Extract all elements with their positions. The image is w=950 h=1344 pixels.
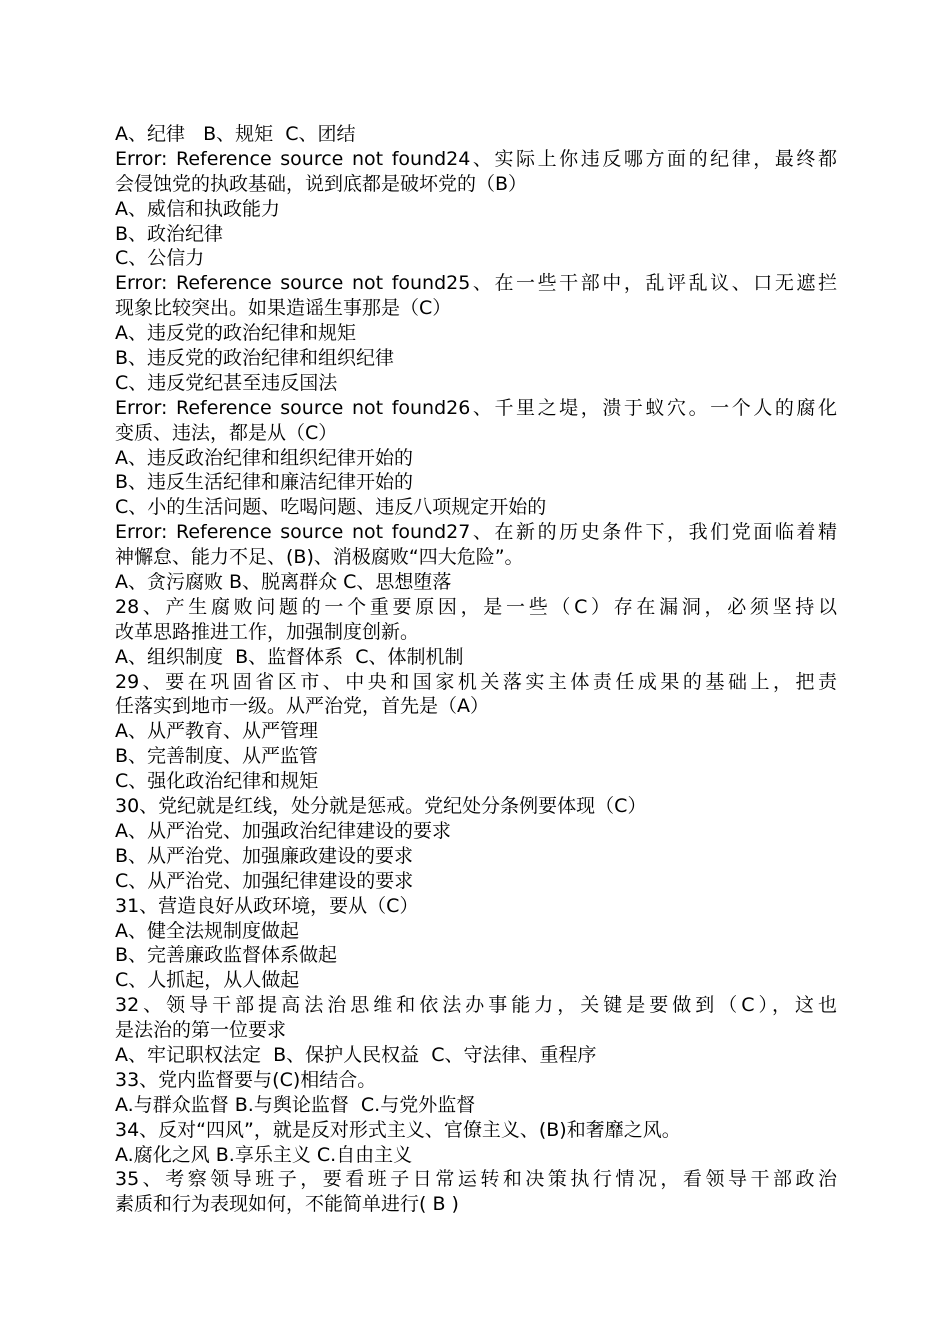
text-line: B、政治纪律: [115, 222, 224, 245]
text-line: B、完善廉政监督体系做起: [115, 944, 338, 967]
text-line: A.腐化之风 B.享乐主义 C.自由主义: [115, 1143, 413, 1166]
text-line: A、从严治党、加强政治纪律建设的要求: [115, 819, 451, 842]
text-line: A、健全法规制度做起: [115, 919, 299, 942]
text-line: B、完善制度、从严监管: [115, 745, 319, 768]
text-line: C、人抓起，从人做起: [115, 969, 300, 992]
text-line: A、从严教育、从严管理: [115, 720, 318, 743]
text-line: Error: Reference source not found27、在新的历史条件下，我们党面临着精: [115, 521, 837, 544]
text-line: B、从严治党、加强廉政建设的要求: [115, 844, 414, 867]
text-line: C、违反党纪甚至违反国法: [115, 371, 338, 394]
text-line: C、强化政治纪律和规矩: [115, 770, 319, 793]
text-line: 神懈怠、能力不足、(B)、消极腐败“四大危险”。: [115, 546, 524, 569]
text-line: 变质、违法，都是从（C）: [115, 421, 338, 444]
text-line: A、威信和执政能力: [115, 197, 280, 220]
text-line: 会侵蚀党的执政基础，说到底都是破坏党的（B）: [115, 172, 528, 195]
text-line: A、牢记职权法定 B、保护人民权益 C、守法律、重程序: [115, 1043, 597, 1066]
text-line: 35、考察领导班子，要看班子日常运转和决策执行情况，看领导干部政治: [115, 1168, 837, 1191]
text-line: Error: Reference source not found24、实际上你违反哪方面的纪律，最终都: [115, 147, 837, 170]
document-page: [115, 122, 837, 1217]
text-line: 34、反对“四风”，就是反对形式主义、官僚主义、(B)和奢靡之风。: [115, 1118, 681, 1141]
text-line: 29、要在巩固省区市、中央和国家机关落实主体责任成果的基础上，把责: [115, 670, 837, 693]
text-line: 任落实到地市一级。从严治党，首先是（A）: [115, 695, 489, 718]
text-line: A、纪律 B、规矩 C、团结: [115, 123, 356, 145]
text-line: A、违反党的政治纪律和规矩: [115, 322, 356, 345]
text-line: 32、领导干部提高法治思维和依法办事能力，关键是要做到（C），这也: [115, 994, 837, 1017]
text-line: C、公信力: [115, 247, 205, 270]
text-line: C、小的生活问题、吃喝问题、违反八项规定开始的: [115, 496, 547, 519]
text-line: A、组织制度 B、监督体系 C、体制机制: [115, 645, 464, 668]
text-line: Error: Reference source not found26、千里之堤，溃于蚁穴。一个人的腐化: [115, 396, 837, 419]
text-line: 30、党纪就是红线，处分就是惩戒。党纪处分条例要体现（C）: [115, 795, 647, 818]
text-line: 改革思路推进工作，加强制度创新。: [115, 620, 420, 643]
text-line: A.与群众监督 B.与舆论监督 C.与党外监督: [115, 1093, 476, 1116]
text-line: A、贪污腐败 B、脱离群众 C、思想堕落: [115, 571, 452, 594]
text-line: Error: Reference source not found25、在一些干部中，乱评乱议、口无遮拦: [115, 272, 837, 295]
text-line: 是法治的第一位要求: [115, 1019, 287, 1042]
text-line: 素质和行为表现如何，不能简单进行( B ): [115, 1193, 459, 1216]
text-line: 33、党内监督要与(C)相结合。: [115, 1068, 377, 1091]
text-line: 现象比较突出。如果造谣生事那是（C）: [115, 297, 452, 320]
text-line: B、违反党的政治纪律和组织纪律: [115, 347, 395, 370]
text-line: C、从严治党、加强纪律建设的要求: [115, 869, 414, 892]
text-line: 28、产生腐败问题的一个重要原因，是一些（C）存在漏洞，必须坚持以: [115, 595, 837, 618]
text-line: A、违反政治纪律和组织纪律开始的: [115, 446, 413, 469]
text-line: B、违反生活纪律和廉洁纪律开始的: [115, 471, 414, 494]
text-line: 31、营造良好从政环境，要从（C）: [115, 894, 419, 917]
